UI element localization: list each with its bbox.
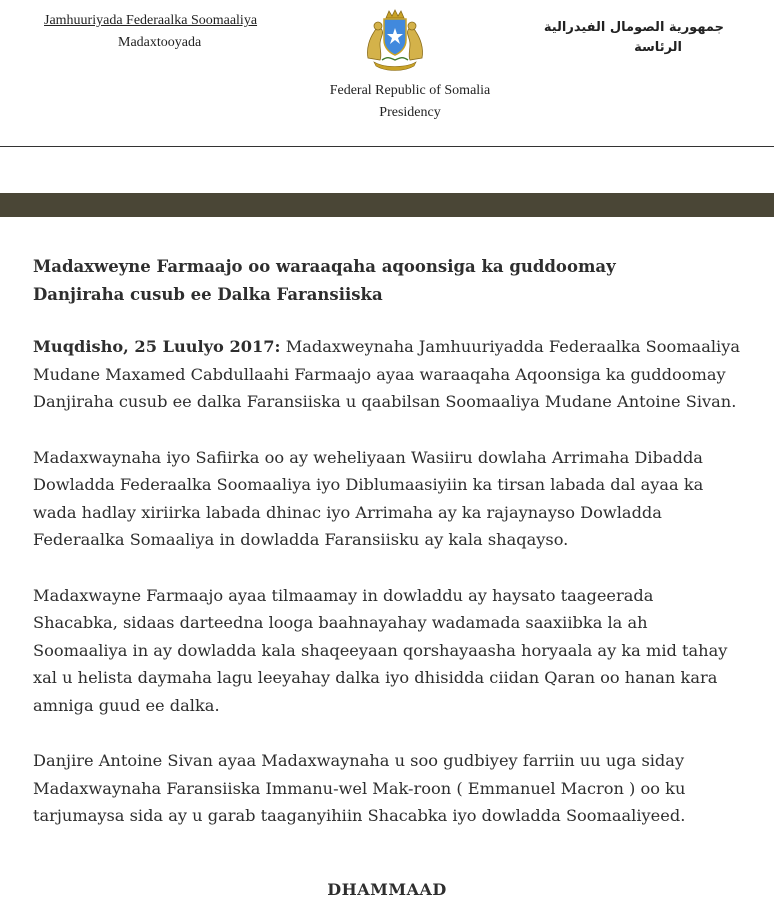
headline-line-2: Danjiraha cusub ee Dalka Faransiiska	[33, 285, 383, 304]
headline	[33, 253, 743, 309]
somali-letterhead	[44, 10, 304, 54]
somalia-coat-of-arms-icon	[360, 8, 430, 74]
press-release-body	[33, 253, 743, 858]
closing-marker: DHAMMAAD	[327, 880, 447, 899]
english-presidency-name: Presidency	[379, 105, 441, 120]
paragraph-1-text: Madaxweynaha Jamhuuriyadda Federaalka Soomaaliya Mudane Maxamed Cabdullaahi Farmaajo ayaa waraaqaha Aqoonsiga ka guddoomay Danjiraha cusub ee dalka Faransiiska u qaabilsan Soomaaliya Mudane Antoine Sivan.	[33, 337, 741, 411]
somali-republic-name: Jamhuuriyada Federaalka Soomaaliya	[44, 13, 258, 28]
paragraph-2: Madaxwaynaha iyo Safiirka oo ay weheliyaan Wasiiru dowlaha Arrimaha Dibadda Dowladda Federaalka Soomaaliya iyo Diblumaasiyiin ka tirsan labada dal ayaa ka wada hadlay xiriirka labada dhinac iyo Arrimaha ay ka rajaynayso Dowladda Federaalka Somaaliya in dowladda Faransiisku ay kala shaqayso.	[33, 447, 704, 549]
arabic-presidency-name: الرئاسة	[634, 40, 682, 55]
letterhead	[0, 0, 774, 150]
somali-presidency-name: Madaxtooyada	[118, 35, 202, 50]
arabic-republic-name: جمهورية الصومال الفيدرالية	[543, 20, 724, 35]
english-republic-name: Federal Republic of Somalia	[329, 83, 491, 98]
english-letterhead	[300, 80, 520, 124]
paragraph-3: Madaxwayne Farmaajo ayaa tilmaamay in dowladdu ay haysato taageerada Shacabka, sidaas darteedna looga baahnayahay wadamada saaxiibka la ah Soomaaliya in ay dowladda kala shaqeeyaan qorshayaasha horyaala ay ka mid tahay xal u helista daymaha lagu leeyahay dalka iyo dhisidda ciidan Qaran oo hanan kara amniga guud ee dalka.	[33, 585, 728, 715]
header-band	[0, 193, 774, 217]
arabic-letterhead	[524, 18, 724, 58]
paragraph-4: Danjire Antoine Sivan ayaa Madaxwaynaha u soo gudbiyey farriin uu uga siday Madaxwaynaha Faransiiska Immanu-wel Mak-roon ( Emmanuel Macron ) oo ku tarjumaysa sida ay u garab taaganyihiin Shacabka iyo dowladda Soomaaliyeed.	[33, 751, 686, 825]
paragraph-1	[33, 333, 743, 416]
headline-line-1: Madaxweyne Farmaajo oo waraaqaha aqoonsiga ka guddoomay	[33, 257, 616, 276]
header-divider	[0, 146, 774, 147]
dateline: Muqdisho, 25 Luulyo 2017:	[33, 337, 281, 356]
